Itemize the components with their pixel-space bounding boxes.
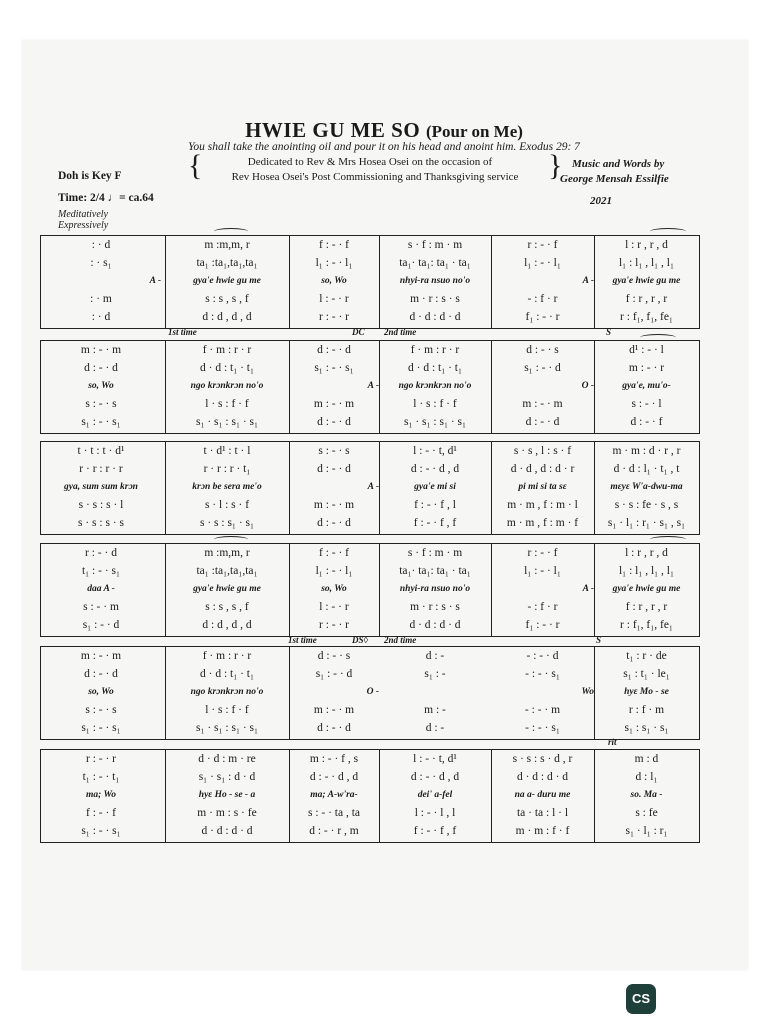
sol-fa-cell: pi mi si ta sɛ <box>518 482 567 492</box>
sol-fa-cell: s₁ : - · s₁ <box>81 416 121 428</box>
sol-fa-cell: dei' a-fel <box>417 790 453 800</box>
title-subtitle: (Pour on Me) <box>425 122 523 141</box>
sol-fa-cell: l : - · r <box>319 293 349 305</box>
sol-fa-cell: d : - · d <box>525 416 560 428</box>
system-2 <box>40 340 700 434</box>
sol-fa-cell: gya'e hwie gu me <box>193 276 261 286</box>
sol-fa-cell: r : - · f <box>527 239 558 251</box>
system-5 <box>40 646 700 740</box>
epigraph: You shall take the anointing oil and pour it on his head and anoint him. Exodus 29: 7 <box>188 141 580 153</box>
sol-fa-cell: so, Wo <box>88 381 114 391</box>
sol-fa-cell: d : - · d , d <box>410 463 460 475</box>
sol-fa-cell: Wo <box>581 687 594 697</box>
sol-fa-cell: : · d <box>91 239 111 251</box>
sol-fa-cell: d : l₁ <box>635 771 658 783</box>
sol-fa-cell: r : - · r <box>318 619 349 631</box>
system-3 <box>40 441 700 535</box>
sol-fa-cell: m : - · r <box>628 362 665 374</box>
lyrics-row <box>41 580 699 599</box>
sol-fa-cell: d : - <box>425 650 445 662</box>
sol-fa-cell: m : - · m <box>80 650 122 662</box>
right-brace: } <box>548 149 563 182</box>
lyrics-row <box>41 786 699 805</box>
system-1 <box>40 235 700 329</box>
sol-fa-cell: hyɛ Ho - se - a <box>198 790 256 800</box>
sol-fa-cell: l : - · l , l <box>414 807 456 819</box>
sol-fa-cell: d : - · s <box>317 650 351 662</box>
sol-fa-cell: na a- duru me <box>514 790 571 800</box>
alto-row <box>41 768 699 787</box>
sol-fa-cell: m · m : d · r , r <box>612 445 681 457</box>
sol-fa-cell: d : - <box>425 722 445 734</box>
sol-fa-cell: daa A - <box>87 584 115 594</box>
sol-fa-cell: gya'e, mu'o- <box>622 381 671 391</box>
sol-fa-cell: t₁ : r · de <box>626 650 667 662</box>
sol-fa-cell: ngo krɔnkrɔn no'o <box>190 687 264 697</box>
lyrics-row <box>41 377 699 396</box>
sol-fa-cell: s · l : s · f <box>204 499 250 511</box>
sol-fa-cell: - : - · m <box>524 704 561 716</box>
sol-fa-cell: ta · ta : l · l <box>516 807 569 819</box>
lyrics-row <box>41 478 699 497</box>
sol-fa-cell: - : - · s₁ <box>525 668 560 680</box>
sol-fa-cell: s : - · l <box>631 398 662 410</box>
sol-fa-cell: s₁ : - · d <box>82 619 120 631</box>
sol-fa-cell: s : - · m <box>83 601 119 613</box>
sol-fa-cell: f₁ : - · r <box>525 619 560 631</box>
sol-fa-cell: m · m , f : m · l <box>507 499 578 511</box>
sol-fa-cell: krɔn be sera me'o <box>192 482 262 492</box>
sol-fa-cell: l : r , r , d <box>625 547 668 559</box>
sol-fa-cell: f : - · f <box>85 807 116 819</box>
sol-fa-cell: gya'e mi si <box>414 482 456 492</box>
sol-fa-cell: d · d , d : d · r <box>510 463 575 475</box>
slur-mark <box>214 536 248 543</box>
sol-fa-cell: t · d¹ : t · l <box>203 445 251 457</box>
sol-fa-cell: r : f₁, f₁, fe₁ <box>620 311 673 323</box>
sol-fa-cell: s : - · s <box>318 445 350 457</box>
sol-fa-cell: O - <box>366 687 379 697</box>
slur-mark <box>640 334 676 341</box>
sol-fa-cell: s · s : fe · s , s <box>614 499 679 511</box>
sol-fa-cell: A - <box>582 276 594 286</box>
bass-row <box>41 719 699 738</box>
sol-fa-cell: d : - · d <box>317 722 351 734</box>
slur-mark <box>650 228 686 235</box>
sol-fa-cell: d · d : d · d <box>201 825 253 837</box>
tenor-row <box>41 701 699 720</box>
sol-fa-cell: 1st time <box>288 635 317 645</box>
sol-fa-cell: s · s : s₁ · s₁ <box>199 517 255 529</box>
sol-fa-cell: m : - · m <box>313 499 355 511</box>
bass-row <box>41 308 699 327</box>
soprano-row <box>41 544 699 563</box>
sol-fa-cell: m · m : f · f <box>515 825 570 837</box>
sol-fa-cell: l · s : f · f <box>205 398 249 410</box>
sol-fa-cell: s : - · s <box>85 704 117 716</box>
sol-fa-cell: m : - · m <box>313 398 355 410</box>
credit-line-1: Music and Words by <box>572 158 665 170</box>
sol-fa-cell: d · d : d · d <box>409 619 461 631</box>
sol-fa-cell: mɛyɛ W'a-dwu-ma <box>610 482 683 492</box>
sol-fa-cell: r : - · r <box>318 311 349 323</box>
alto-row <box>41 562 699 581</box>
tenor-row <box>41 598 699 617</box>
sol-fa-cell: s₁ · l₁ : r₁ · s₁ , s₁ <box>607 517 686 529</box>
sol-fa-cell: m :m,m, r <box>204 239 250 251</box>
sol-fa-cell: d · d : l₁ · t₁ , t <box>613 463 680 475</box>
sol-fa-cell: m : - · m <box>80 344 122 356</box>
sol-fa-cell: r · r : r · r <box>79 463 123 475</box>
sol-fa-cell: l₁ : l₁ , l₁ , l₁ <box>618 565 674 577</box>
tenor-row <box>41 804 699 823</box>
sol-fa-cell: m · m , f : m · f <box>506 517 579 529</box>
bass-row <box>41 413 699 432</box>
sol-fa-cell: l₁ : - · l₁ <box>524 565 561 577</box>
sol-fa-cell: f : - · f , f <box>413 825 457 837</box>
sol-fa-cell: f · m : r · r <box>202 650 252 662</box>
sol-fa-cell: : · m <box>90 293 112 305</box>
sol-fa-cell: d · d : t₁ · t₁ <box>407 362 462 374</box>
sol-fa-cell: hyɛ Mo - se <box>624 687 669 697</box>
sol-fa-cell: ngo krɔnkrɔn no'o <box>190 381 264 391</box>
sol-fa-cell <box>379 683 491 702</box>
song-title <box>0 118 768 143</box>
sol-fa-cell: s₁ : - · s₁ <box>314 362 354 374</box>
sol-fa-cell: O - <box>581 381 594 391</box>
sol-fa-cell: s · s , l : s · f <box>513 445 572 457</box>
sol-fa-cell: f : - · f <box>318 239 349 251</box>
sol-fa-cell: r : - · f <box>527 547 558 559</box>
sol-fa-cell: ma; A-w'ra- <box>310 790 358 800</box>
sol-fa-cell: r : - · r <box>85 753 116 765</box>
sol-fa-cell: s₁ : - · d <box>315 668 353 680</box>
sol-fa-cell: d : - · d <box>84 668 118 680</box>
sol-fa-cell: m · m : s · fe <box>197 807 257 819</box>
sol-fa-cell: - : - · d <box>526 650 559 662</box>
sol-fa-cell: d · d : m · re <box>198 753 256 765</box>
sol-fa-cell: s · s : s · l <box>78 499 124 511</box>
sol-fa-cell: so. Ma - <box>630 790 663 800</box>
sol-fa-cell: d : - · d <box>317 517 351 529</box>
lyrics-row <box>41 683 699 702</box>
sol-fa-cell: 1st time <box>168 327 197 337</box>
sol-fa-cell: d¹ : - · l <box>629 344 664 356</box>
sol-fa-cell: DS◊ <box>352 635 368 645</box>
tempo-marking-2: Expressively <box>58 220 109 231</box>
sol-fa-cell: d : - · d <box>317 344 351 356</box>
time-signature: Time: 2/4 ♩= ca.64 <box>58 192 154 204</box>
sol-fa-cell: f : - · f <box>318 547 349 559</box>
sol-fa-cell: m : - · m <box>313 704 355 716</box>
sol-fa-cell: f · m : r · r <box>410 344 460 356</box>
sol-fa-cell: d : d , d , d <box>202 311 252 323</box>
sol-fa-cell: nhyi-ra nsuo no'o <box>399 584 471 594</box>
alto-row <box>41 359 699 378</box>
sol-fa-cell: d : - · f <box>630 416 663 428</box>
sol-fa-cell: f : - · f , f <box>413 517 457 529</box>
sol-fa-cell: S <box>596 635 602 645</box>
sol-fa-cell: rit <box>608 737 617 747</box>
sol-fa-cell: ta₁ :ta₁,ta₁,ta₁ <box>196 257 258 269</box>
sol-fa-cell: s · s : s · d , r <box>512 753 573 765</box>
sol-fa-cell: gya'e hwie gu me <box>612 584 681 594</box>
sol-fa-cell: so, Wo <box>321 584 347 594</box>
sol-fa-cell: - : f · r <box>527 601 558 613</box>
sol-fa-cell: s : - · ta , ta <box>307 807 361 819</box>
sol-fa-cell: - : - · s₁ <box>525 722 560 734</box>
sol-fa-cell: s₁ : - · s₁ <box>81 825 121 837</box>
sol-fa-cell: m · r : s · s <box>410 601 460 613</box>
sol-fa-cell: s · s : s · s <box>77 517 124 529</box>
sol-fa-cell: - : f · r <box>527 293 558 305</box>
sol-fa-cell: m : - · m <box>522 398 563 410</box>
sol-fa-cell: f : - · f , l <box>414 499 456 511</box>
sol-fa-cell: s : s , s , f <box>205 293 249 305</box>
slur-mark <box>650 536 686 543</box>
sol-fa-cell: s₁ · s₁ : s₁ · s₁ <box>403 416 467 428</box>
sol-fa-cell: m : d <box>634 753 659 765</box>
sol-fa-cell: d · d : t₁ · t₁ <box>199 362 254 374</box>
sol-fa-cell: f : r , r , r <box>625 601 668 613</box>
sol-fa-cell: m :m,m, r <box>204 547 250 559</box>
sol-fa-cell: S <box>606 327 612 337</box>
sol-fa-cell: l · s : f · f <box>205 704 249 716</box>
sol-fa-cell: ngo krɔnkrɔn no'o <box>398 381 472 391</box>
sol-fa-cell: l₁ : - · l₁ <box>315 257 353 269</box>
sol-fa-cell: t · t : t · d¹ <box>77 445 125 457</box>
sol-fa-cell: d : - · s <box>526 344 559 356</box>
sol-fa-cell: d · d : t₁ · t₁ <box>199 668 254 680</box>
sol-fa-cell: A - <box>367 482 379 492</box>
tenor-row <box>41 290 699 309</box>
sol-fa-cell: : · s₁ <box>90 257 112 269</box>
sol-fa-cell: A - <box>367 381 379 391</box>
camscanner-badge: CS <box>626 984 656 1014</box>
sol-fa-cell: nhyi-ra nsuo no'o <box>399 276 471 286</box>
slur-mark <box>214 228 248 235</box>
sol-fa-cell: s₁ · s₁ : d · d <box>198 771 256 783</box>
sol-fa-cell: l : - · r <box>319 601 349 613</box>
system-6 <box>40 749 700 843</box>
credit-line-2: George Mensah Essilfie <box>560 173 669 185</box>
sol-fa-cell: f₁ : - · r <box>525 311 560 323</box>
sol-fa-cell: m · r : s · s <box>410 293 460 305</box>
sol-fa-cell: s₁ : t₁ · le₁ <box>623 668 670 680</box>
dedication-line-2: Rev Hosea Osei's Post Commissioning and Thanksgiving service <box>231 171 519 183</box>
sol-fa-cell: s₁ · s₁ : s₁ · s₁ <box>195 722 259 734</box>
sol-fa-cell: : · d <box>91 311 111 323</box>
alto-row <box>41 254 699 273</box>
sol-fa-cell: r : - · d <box>85 547 117 559</box>
bass-row <box>41 514 699 533</box>
sol-fa-cell: m : - · f , s <box>309 753 359 765</box>
sol-fa-cell: r : f₁, f₁, fe₁ <box>620 619 673 631</box>
system-1-labels <box>40 326 700 340</box>
sol-fa-cell: l : r , r , d <box>625 239 668 251</box>
sol-fa-cell: r · r : r · t₁ <box>203 463 251 475</box>
sol-fa-cell: A - <box>582 584 594 594</box>
sol-fa-cell: DC <box>352 327 365 337</box>
title-main: HWIE GU ME SO <box>245 118 421 142</box>
sol-fa-cell: d : - · d , d <box>410 771 460 783</box>
sol-fa-cell: d : - · d <box>317 416 351 428</box>
system-4 <box>40 543 700 637</box>
sol-fa-cell: t₁ : - · t₁ <box>82 771 120 783</box>
sol-fa-cell: s₁ : s₁ · s₁ <box>624 722 669 734</box>
sol-fa-cell: r : f · m <box>628 704 665 716</box>
sol-fa-cell: gya'e hwie gu me <box>612 276 681 286</box>
sol-fa-cell: s · f : m · m <box>407 547 463 559</box>
bass-row <box>41 822 699 841</box>
sol-fa-cell: d · d : d · d <box>516 771 569 783</box>
soprano-row <box>41 750 699 769</box>
sol-fa-cell: s · f : m · m <box>407 239 463 251</box>
sol-fa-cell: s₁ · s₁ : s₁ · s₁ <box>195 416 259 428</box>
sol-fa-cell: s₁ : - <box>424 668 446 680</box>
sol-fa-cell: s₁ : - · d <box>524 362 561 374</box>
sol-fa-cell: d : - · d , d <box>309 771 359 783</box>
sol-fa-cell: d : - · r , m <box>309 825 359 837</box>
sol-fa-cell: s₁ : - · s₁ <box>81 722 121 734</box>
sol-fa-cell: s₁ · l₁ : r₁ <box>625 825 668 837</box>
sol-fa-cell: l₁ : - · l₁ <box>315 565 353 577</box>
sol-fa-cell: so, Wo <box>321 276 347 286</box>
dedication-line-1: Dedicated to Rev & Mrs Hosea Osei on the occasion of <box>247 156 493 168</box>
sol-fa-cell: gya, sum sum krɔn <box>64 482 138 492</box>
year: 2021 <box>590 195 612 207</box>
tenor-row <box>41 496 699 515</box>
sol-fa-cell: ta₁ :ta₁,ta₁,ta₁ <box>196 565 258 577</box>
sol-fa-cell: t₁ : - · s₁ <box>81 565 121 577</box>
tenor-row <box>41 395 699 414</box>
sol-fa-cell: l₁ : l₁ , l₁ , l₁ <box>618 257 674 269</box>
sol-fa-cell: ta₁· ta₁: ta₁ · ta₁ <box>399 565 471 577</box>
sol-fa-cell: ta₁· ta₁: ta₁ · ta₁ <box>399 257 471 269</box>
sol-fa-cell: f : r , r , r <box>625 293 668 305</box>
alto-row <box>41 460 699 479</box>
bass-row <box>41 616 699 635</box>
sol-fa-cell: 2nd time <box>384 327 417 337</box>
sol-fa-cell: d : - · d <box>317 463 351 475</box>
sol-fa-cell: ma; Wo <box>86 790 116 800</box>
sol-fa-cell: s : fe <box>635 807 658 819</box>
sol-fa-cell: s : - · s <box>85 398 117 410</box>
sol-fa-cell: 2nd time <box>384 635 417 645</box>
sol-fa-cell: A - <box>149 276 161 286</box>
soprano-row <box>41 647 699 666</box>
sol-fa-cell: f · m : r · r <box>202 344 252 356</box>
lyrics-row <box>41 272 699 291</box>
sol-fa-cell: l : - · t, d¹ <box>413 445 457 457</box>
sol-fa-cell: d : d , d , d <box>202 619 252 631</box>
left-brace: { <box>188 149 203 182</box>
soprano-row <box>41 442 699 461</box>
sol-fa-cell: l : - · t, d¹ <box>413 753 457 765</box>
key-signature: Doh is Key F <box>58 170 122 182</box>
soprano-row <box>41 236 699 255</box>
alto-row <box>41 665 699 684</box>
sol-fa-cell: d : - · d <box>84 362 118 374</box>
sol-fa-cell: l · s : f · f <box>413 398 457 410</box>
sol-fa-cell: so, Wo <box>88 687 114 697</box>
tempo-marking-1: Meditatively <box>58 209 108 220</box>
sol-fa-cell: gya'e hwie gu me <box>193 584 261 594</box>
sol-fa-cell: m : - <box>424 704 446 716</box>
soprano-row <box>41 341 699 360</box>
sol-fa-cell: l₁ : - · l₁ <box>524 257 561 269</box>
sol-fa-cell: d · d : d · d <box>409 311 461 323</box>
sol-fa-cell: s : s , s , f <box>205 601 249 613</box>
